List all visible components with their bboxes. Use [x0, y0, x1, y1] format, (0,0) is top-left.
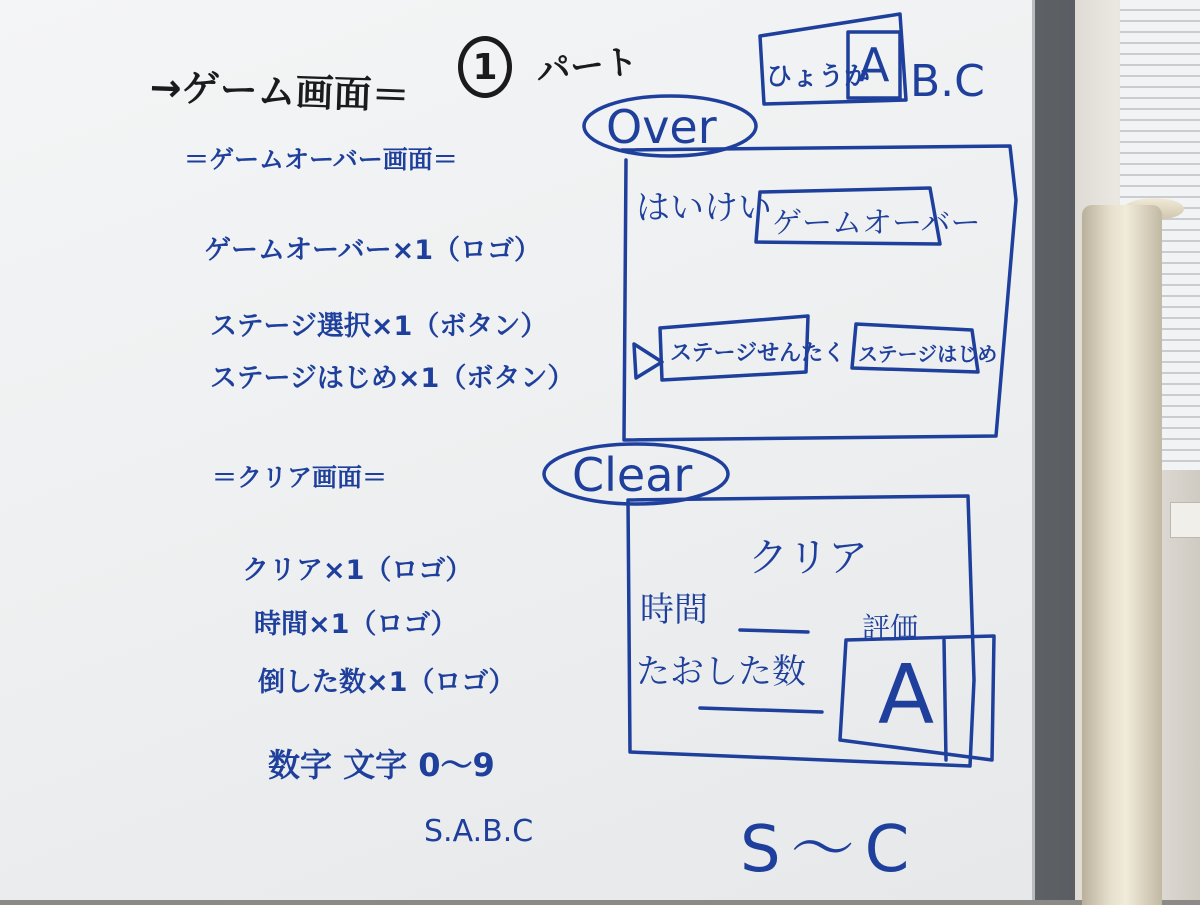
- grade-label-rest: B.C: [910, 56, 985, 107]
- gameover-header: ＝ゲームオーバー画面＝: [184, 145, 458, 174]
- title-suffix: パート: [534, 41, 640, 92]
- play-triangle-icon: [634, 344, 662, 378]
- clear-tab-label: Clear: [572, 448, 693, 502]
- gameover-item-stage-restart: ステージはじめ×1（ボタン）: [210, 363, 575, 394]
- title-number: 1: [472, 47, 498, 88]
- clear-item-defeated: 倒した数×1（ロゴ）: [258, 667, 516, 698]
- clear-item-logo: クリア×1（ロゴ）: [242, 555, 473, 586]
- clear-defeated-label: たおした数: [636, 652, 806, 692]
- over-logo-text: ゲームオーバー: [772, 206, 981, 241]
- over-stage-select-button: ステージせんたく: [670, 341, 846, 366]
- over-background-text: はいけい: [636, 188, 772, 228]
- clear-time-label: 時間: [640, 590, 708, 630]
- over-tab-label: Over: [606, 100, 717, 154]
- title-number-circle: [458, 36, 512, 98]
- gameover-item-logo: ゲームオーバー×1（ロゴ）: [204, 235, 542, 266]
- clear-rating-value: A: [878, 648, 935, 743]
- ranks-line: S.A.B.C: [424, 814, 534, 849]
- grade-label-a: A: [858, 38, 890, 92]
- bottom-range: S〜C: [740, 813, 920, 887]
- title-prefix: →ゲーム画面＝: [149, 65, 411, 119]
- clear-header: ＝クリア画面＝: [212, 463, 388, 492]
- digits-line: 数字 文字 0〜9: [268, 746, 495, 784]
- grade-label-text: ひょうか: [766, 62, 871, 92]
- clear-logo-text: クリア: [748, 535, 868, 581]
- clear-rating-label: 評価: [862, 611, 919, 644]
- over-stage-restart-button: ステージはじめ: [858, 342, 998, 366]
- clear-item-time: 時間×1（ロゴ）: [254, 609, 458, 640]
- gameover-item-stage-select: ステージ選択×1（ボタン）: [210, 311, 548, 342]
